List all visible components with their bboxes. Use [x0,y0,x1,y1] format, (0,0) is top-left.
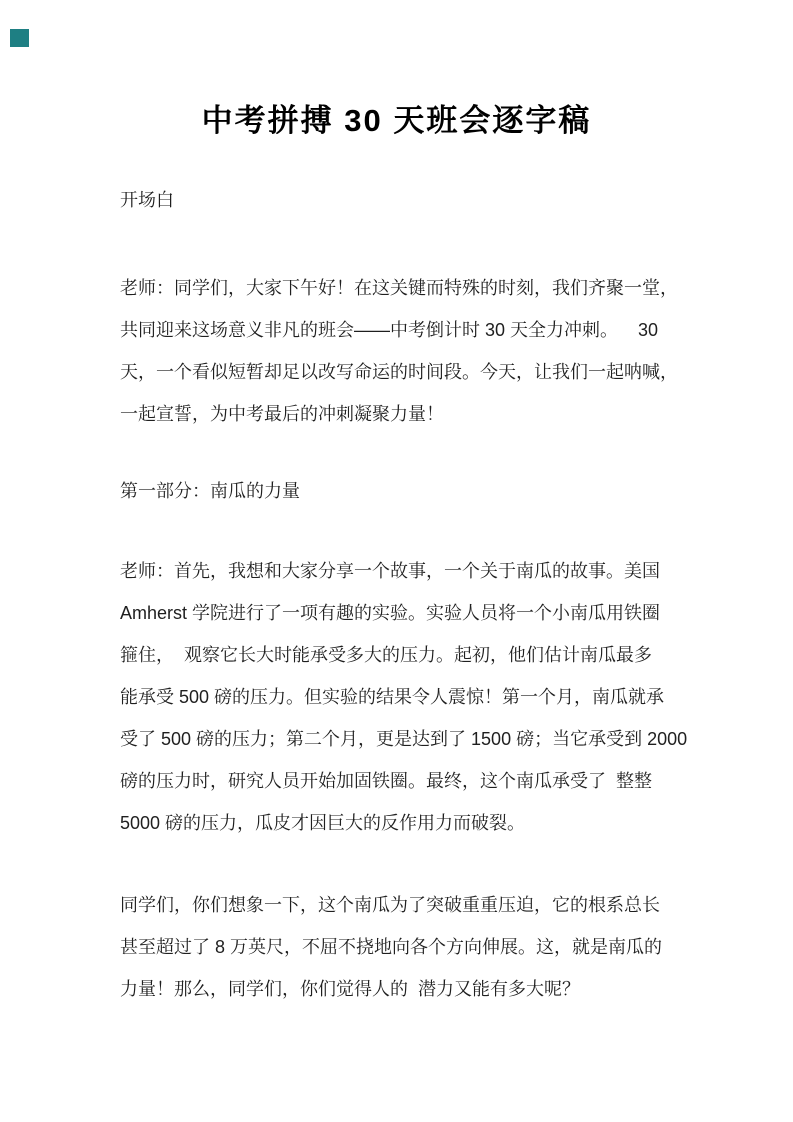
document-title: 中考拼搏 30 天班会逐字稿 [201,103,592,138]
paragraph-opening-label [120,179,673,221]
text-line: 5000 磅的压力，瓜皮才因巨大的反作用力而破裂。 [120,813,526,833]
text-line: 天，一个看似短暂却足以改写命运的时间段。今天，让我们一起呐喊， [120,362,678,382]
text-line: 共同迎来这场意义非凡的班会——中考倒计时 30 天全力冲刺。 30 [120,320,659,340]
paragraph-pumpkin-conclusion [120,884,673,1010]
text-line: 老师：首先，我想和大家分享一个故事，一个关于南瓜的故事。美国 [120,561,660,581]
text-line: 能承受 500 磅的压力。但实验的结果令人震惊！第一个月，南瓜就承 [120,687,665,707]
paragraph-opening-speech [120,267,678,435]
text-line: 箍住， 观察它长大时能承受多大的压力。起初，他们估计南瓜最多 [120,645,652,665]
paragraph-pumpkin-story [120,550,688,844]
text-line: 磅的压力时，研究人员开始加固铁圈。最终，这个南瓜承受了 整整 [120,771,652,791]
text-line: 一起宣誓，为中考最后的冲刺凝聚力量！ [120,404,444,424]
text-line: 同学们，你们想象一下，这个南瓜为了突破重重压迫，它的根系总长 [120,895,660,915]
text-line: 甚至超过了 8 万英尺，不屈不挠地向各个方向伸展。这，就是南瓜的 [120,937,663,957]
text-line: 受了 500 磅的压力；第二个月，更是达到了 1500 磅；当它承受到 2000 [120,729,688,749]
text-line: 老师：同学们，大家下午好！在这关键而特殊的时刻，我们齐聚一堂， [120,278,678,298]
text-line: 开场白 [120,190,174,210]
text-line: Amherst 学院进行了一项有趣的实验。实验人员将一个小南瓜用铁圈 [120,603,661,623]
text-line: 力量！那么，同学们，你们觉得人的 潜力又能有多大呢？ [120,979,580,999]
paragraph-section-heading [120,470,673,512]
text-line: 第一部分：南瓜的力量 [120,481,300,501]
